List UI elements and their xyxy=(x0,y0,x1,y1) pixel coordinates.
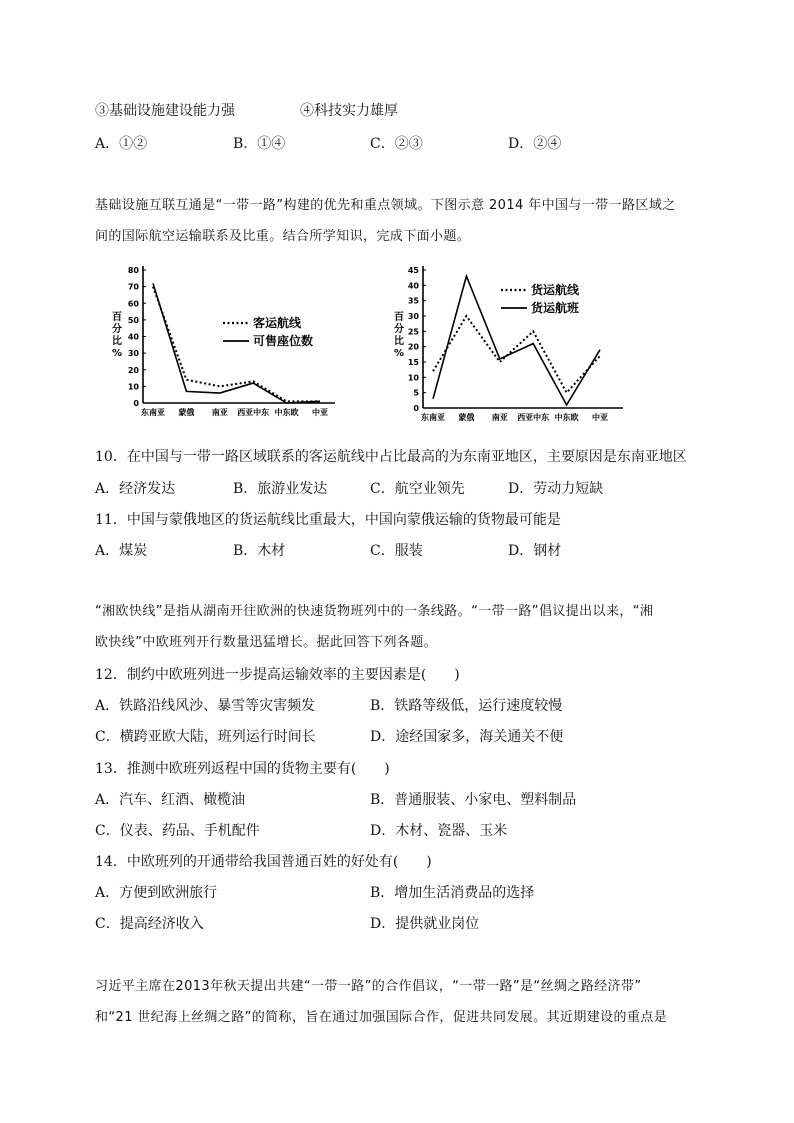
y-tick-label: 15 xyxy=(407,358,419,367)
y-tick-label: 25 xyxy=(407,327,419,337)
q13-stem: 13．推测中欧班列返程中国的货物主要有( ) xyxy=(95,761,390,777)
y-tick-label: 40 xyxy=(407,281,419,291)
y-tick-label: 30 xyxy=(407,312,419,321)
q13-option-b: B．普通服装、小家电、塑料制品 xyxy=(370,792,577,808)
q11-stem: 11．中国与蒙俄地区的货运航线比重最大，中国向蒙俄运输的货物最可能是 xyxy=(95,512,561,528)
option-b: B．①④ xyxy=(233,136,286,152)
y-tick-label: 10 xyxy=(407,373,419,383)
legend-label: 可售座位数 xyxy=(253,334,314,348)
q12-option-c: C．横跨亚欧大陆，班列运行时间长 xyxy=(95,729,316,745)
y-tick-label: 5 xyxy=(413,388,419,398)
passage-rail-line-1: “湘欧快线”是指从湖南开往欧洲的快速货物班列中的一条线路。“一带一路”倡议提出以来，“湘 xyxy=(95,604,654,619)
q10-option-a: A．经济发达 xyxy=(95,481,176,497)
q14-option-c: C．提高经济收入 xyxy=(95,916,204,932)
y-tick-label: 20 xyxy=(127,365,139,375)
y-axis-label: 百 xyxy=(394,312,404,323)
passage-belt-road xyxy=(95,971,715,1033)
y-tick-label: 70 xyxy=(127,282,139,292)
y-axis-label: 分 xyxy=(112,324,122,335)
y-axis-label: % xyxy=(393,348,405,359)
passage-rail xyxy=(95,596,705,658)
passage-rail-line-2: 欧快线”中欧班列开行数量迅猛增长。据此回答下列各题。 xyxy=(95,635,438,650)
x-tick-label: 蒙俄 xyxy=(178,408,195,417)
passage-aviation xyxy=(95,190,705,252)
x-tick-label: 南亚 xyxy=(491,413,508,422)
y-tick-label: 0 xyxy=(133,399,139,408)
y-axis-label: 分 xyxy=(394,324,404,335)
q11-option-b: B．木材 xyxy=(233,543,286,559)
x-tick-label: 东南亚 xyxy=(141,408,165,417)
q12-option-d: D．途经国家多，海关通关不便 xyxy=(370,729,564,745)
x-tick-label: 中东欧 xyxy=(554,413,579,422)
passage-belt-road-line-1: 习近平主席在2013年秋天提出共建“一带一路”的合作倡议，“一带一路”是“丝绸之路经济带” xyxy=(95,979,642,994)
q14-option-b: B．增加生活消费品的选择 xyxy=(370,885,535,901)
y-tick-label: 35 xyxy=(407,296,419,306)
y-axis-label: 比 xyxy=(394,336,404,347)
q12-stem: 12．制约中欧班列进一步提高运输效率的主要因素是( ) xyxy=(95,667,460,683)
passage-aviation-line-1: 基础设施互联互通是“一带一路”构建的优先和重点领域。下图示意 2014 年中国与一带一路区域之 xyxy=(95,198,676,213)
option-c: C．②③ xyxy=(370,136,423,152)
q10-stem: 10．在中国与一带一路区域联系的客运航线中占比最高的为东南亚地区，主要原因是东南亚地区 xyxy=(95,449,687,465)
option-d: D．②④ xyxy=(508,136,562,152)
y-tick-label: 50 xyxy=(127,315,139,325)
q13-option-c: C．仪表、药品、手机配件 xyxy=(95,823,260,839)
option-a: A．①② xyxy=(95,136,148,152)
x-tick-label: 南亚 xyxy=(211,408,228,417)
q11-option-a: A．煤炭 xyxy=(95,543,148,559)
q14-option-a: A．方便到欧洲旅行 xyxy=(95,885,218,901)
legend-label: 客运航线 xyxy=(253,316,302,330)
legend-label: 货运航线 xyxy=(531,283,580,297)
x-tick-label: 东南亚 xyxy=(421,413,445,422)
q14-option-d: D．提供就业岗位 xyxy=(370,916,480,932)
q11-option-c: C．服装 xyxy=(370,543,423,559)
series-line xyxy=(433,316,600,393)
y-tick-label: 60 xyxy=(127,299,139,309)
y-tick-label: 20 xyxy=(407,342,419,352)
cargo-chart xyxy=(385,258,635,428)
passage-aviation-line-2: 间的国际航空运输联系及比重。结合所学知识，完成下面小题。 xyxy=(95,229,471,244)
q12-option-b: B．铁路等级低，运行速度较慢 xyxy=(370,698,563,714)
x-tick-label: 西亚中东 xyxy=(237,408,270,417)
y-tick-label: 45 xyxy=(407,266,419,275)
x-tick-label: 蒙俄 xyxy=(458,413,475,422)
q11-option-d: D．钢材 xyxy=(508,543,562,559)
statement-4: ④科技实力雄厚 xyxy=(300,103,398,119)
y-axis-label: 百 xyxy=(112,312,122,323)
q13-option-a: A．汽车、红酒、橄榄油 xyxy=(95,792,246,808)
passage-belt-road-line-2: 和“21 世纪海上丝绸之路”的简称，旨在通过加强国际合作，促进共同发展。其近期建设的重点是 xyxy=(95,1010,668,1025)
legend-label: 货运航班 xyxy=(531,301,580,315)
q12-option-a: A．铁路沿线风沙、暴雪等灾害频发 xyxy=(95,698,316,714)
x-tick-label: 中亚 xyxy=(592,413,608,422)
x-tick-label: 中亚 xyxy=(312,408,328,417)
q13-option-d: D．木材、瓷器、玉米 xyxy=(370,823,508,839)
q10-option-c: C．航空业领先 xyxy=(370,481,465,497)
y-tick-label: 0 xyxy=(413,404,419,413)
statement-3: ③基础设施建设能力强 xyxy=(95,103,235,119)
y-tick-label: 10 xyxy=(127,382,139,392)
y-axis-label: 比 xyxy=(112,336,122,347)
y-tick-label: 80 xyxy=(127,266,139,275)
y-tick-label: 40 xyxy=(127,332,139,342)
x-tick-label: 中东欧 xyxy=(274,408,299,417)
x-tick-label: 西亚中东 xyxy=(517,413,550,422)
q10-option-d: D．劳动力短缺 xyxy=(508,481,604,497)
q14-stem: 14．中欧班列的开通带给我国普通百姓的好处有( ) xyxy=(95,854,432,870)
q10-option-b: B．旅游业发达 xyxy=(233,481,328,497)
y-tick-label: 30 xyxy=(127,349,139,359)
y-axis-label: % xyxy=(111,348,123,359)
passenger-chart xyxy=(95,258,355,428)
